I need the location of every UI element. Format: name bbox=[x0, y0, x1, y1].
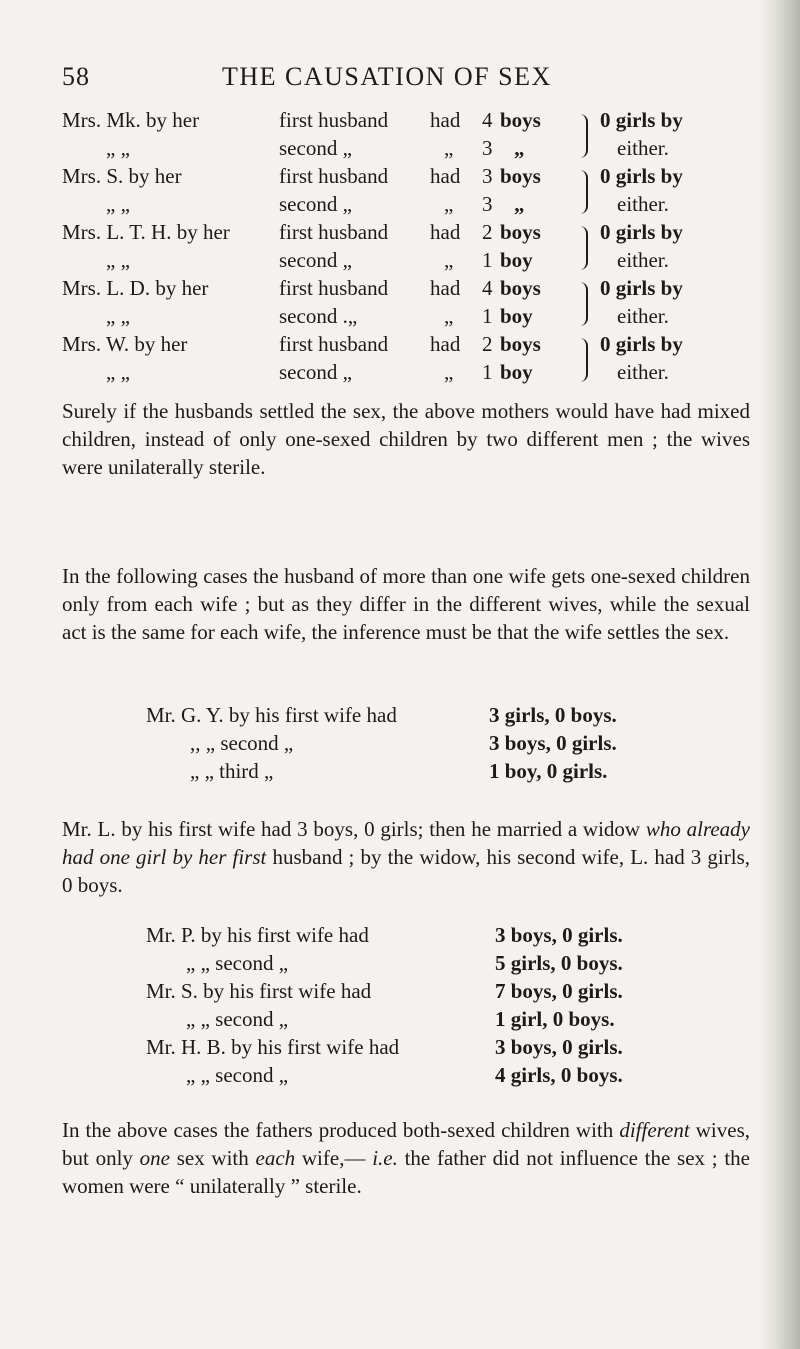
text-run: In the above cases the fathers produced both-sexed children with bbox=[62, 1118, 620, 1142]
text-run: wife,— bbox=[295, 1146, 373, 1170]
table-row bbox=[146, 759, 706, 787]
page-edge-shadow bbox=[758, 0, 800, 1349]
who-cell: „ „ bbox=[106, 248, 130, 272]
had-cell: „ bbox=[444, 360, 454, 384]
table-row bbox=[62, 220, 750, 248]
brace-3 bbox=[576, 226, 588, 270]
result-cell: 1 girl, 0 boys. bbox=[495, 1007, 615, 1031]
had-cell: had bbox=[430, 220, 461, 244]
husband-cell: second „ bbox=[279, 248, 352, 272]
kids-cell: boys bbox=[500, 276, 541, 300]
running-title: THE CAUSATION OF SEX bbox=[222, 62, 552, 91]
paragraph-text bbox=[62, 815, 750, 899]
husband-cell: second .„ bbox=[279, 304, 358, 328]
had-cell: had bbox=[430, 164, 461, 188]
mothers-table bbox=[62, 108, 750, 388]
who-cell: „ „ second „ bbox=[186, 1007, 289, 1031]
num-cell: 1 bbox=[482, 360, 493, 384]
kids-cell: boy bbox=[500, 304, 533, 328]
table-row bbox=[62, 192, 750, 220]
right-cell: either. bbox=[617, 304, 669, 328]
num-cell: 3 bbox=[482, 136, 493, 160]
text-italic: different bbox=[619, 1118, 690, 1142]
table-row bbox=[146, 1007, 736, 1035]
brace-5 bbox=[576, 338, 588, 382]
husband-cell: second „ bbox=[279, 192, 352, 216]
table-row bbox=[62, 276, 750, 304]
brace-2 bbox=[576, 170, 588, 214]
husband-table-1 bbox=[146, 703, 706, 787]
text-run: wives, but only bbox=[62, 1118, 750, 1170]
result-cell: 5 girls, 0 boys. bbox=[495, 951, 623, 975]
kids-cell: boys bbox=[500, 108, 541, 132]
table-row bbox=[146, 1063, 736, 1091]
text-italic: who already had one girl by her first bbox=[62, 817, 750, 869]
paragraph-text: In the following cases the husband of more than one wife gets one-sexed children only from each wife ; but as they differ in the different wives, while the sexual act is the same for each wife, the inference must be that the wife settles the sex. bbox=[62, 564, 750, 644]
paragraph-text bbox=[62, 1116, 750, 1200]
who-cell: Mrs. Mk. by her bbox=[62, 108, 200, 132]
table-row bbox=[62, 360, 750, 388]
text-italic: one bbox=[139, 1146, 170, 1170]
who-cell: „ „ second „ bbox=[186, 1063, 289, 1087]
husband-cell: first husband bbox=[279, 164, 389, 188]
num-cell: 2 bbox=[482, 220, 493, 244]
brace-4 bbox=[576, 282, 588, 326]
who-cell: Mr. G. Y. by his first wife had bbox=[146, 703, 397, 727]
kids-cell: boy bbox=[500, 360, 533, 384]
who-cell: „ „ bbox=[106, 136, 130, 160]
had-cell: had bbox=[430, 108, 461, 132]
right-cell: either. bbox=[617, 360, 669, 384]
husband-cell: second „ bbox=[279, 136, 352, 160]
table-row bbox=[146, 951, 736, 979]
who-cell: Mr. S. by his first wife had bbox=[146, 979, 372, 1003]
who-cell: Mrs. W. by her bbox=[62, 332, 188, 356]
result-cell: 3 boys, 0 girls. bbox=[495, 923, 623, 947]
kids-cell: boys bbox=[500, 164, 541, 188]
husband-cell: first husband bbox=[279, 332, 389, 356]
who-cell: „ „ third „ bbox=[190, 759, 274, 783]
husband-cell: first husband bbox=[279, 220, 389, 244]
kids-cell: „ bbox=[514, 192, 525, 216]
who-cell: ,, „ second „ bbox=[190, 731, 294, 755]
right-cell: 0 girls by bbox=[600, 108, 683, 132]
right-cell: 0 girls by bbox=[600, 220, 683, 244]
who-cell: „ „ second „ bbox=[186, 951, 289, 975]
table-row bbox=[146, 731, 706, 759]
result-cell: 3 boys, 0 girls. bbox=[489, 731, 617, 755]
result-cell: 4 girls, 0 boys. bbox=[495, 1063, 623, 1087]
result-cell: 3 girls, 0 boys. bbox=[489, 703, 617, 727]
kids-cell: boys bbox=[500, 332, 541, 356]
right-cell: 0 girls by bbox=[600, 276, 683, 300]
table-row bbox=[62, 304, 750, 332]
husband-cell: first husband bbox=[279, 108, 389, 132]
had-cell: „ bbox=[444, 248, 454, 272]
had-cell: „ bbox=[444, 136, 454, 160]
kids-cell: „ bbox=[514, 136, 525, 160]
table-row bbox=[62, 136, 750, 164]
had-cell: had bbox=[430, 276, 461, 300]
paragraph-3 bbox=[62, 815, 750, 899]
who-cell: „ „ bbox=[106, 192, 130, 216]
table-row bbox=[62, 108, 750, 136]
table-row bbox=[62, 248, 750, 276]
kids-cell: boy bbox=[500, 248, 533, 272]
table-row bbox=[62, 164, 750, 192]
text-italic: i.e. bbox=[372, 1146, 398, 1170]
paragraph-4 bbox=[62, 1116, 750, 1200]
table-row bbox=[146, 979, 736, 1007]
brace-1 bbox=[576, 114, 588, 158]
result-cell: 1 boy, 0 girls. bbox=[489, 759, 608, 783]
running-header bbox=[62, 62, 750, 92]
num-cell: 2 bbox=[482, 332, 493, 356]
who-cell: Mrs. L. T. H. by her bbox=[62, 220, 230, 244]
right-cell: either. bbox=[617, 248, 669, 272]
paragraph-2 bbox=[62, 562, 750, 646]
right-cell: 0 girls by bbox=[600, 332, 683, 356]
husband-cell: first husband bbox=[279, 276, 389, 300]
had-cell: „ bbox=[444, 304, 454, 328]
page-number: 58 bbox=[62, 62, 90, 91]
text-run: Mr. L. by his first wife had 3 boys, 0 girls; then he married a widow bbox=[62, 817, 646, 841]
paragraph-text: Surely if the husbands settled the sex, the above mothers would have had mixed children, instead of only one-sexed children by two different men ; the wives were unilaterally sterile. bbox=[62, 399, 750, 479]
num-cell: 3 bbox=[482, 192, 493, 216]
num-cell: 4 bbox=[482, 108, 493, 132]
num-cell: 1 bbox=[482, 304, 493, 328]
num-cell: 1 bbox=[482, 248, 493, 272]
text-italic: each bbox=[255, 1146, 296, 1170]
num-cell: 3 bbox=[482, 164, 493, 188]
who-cell: Mr. P. by his first wife had bbox=[146, 923, 369, 947]
who-cell: „ „ bbox=[106, 304, 130, 328]
table-row bbox=[146, 923, 736, 951]
result-cell: 3 boys, 0 girls. bbox=[495, 1035, 623, 1059]
husband-table-2 bbox=[146, 923, 736, 1091]
right-cell: either. bbox=[617, 136, 669, 160]
text-run: the father did not influence the sex ; the women were “ unilaterally ” sterile. bbox=[62, 1146, 750, 1198]
table-row bbox=[62, 332, 750, 360]
table-row bbox=[146, 1035, 736, 1063]
had-cell: had bbox=[430, 332, 461, 356]
who-cell: „ „ bbox=[106, 360, 130, 384]
text-run: husband ; by the widow, his second wife, L. had 3 girls, 0 boys. bbox=[62, 845, 750, 897]
paragraph-1 bbox=[62, 397, 750, 481]
text-run: sex with bbox=[169, 1146, 256, 1170]
who-cell: Mrs. L. D. by her bbox=[62, 276, 209, 300]
num-cell: 4 bbox=[482, 276, 493, 300]
husband-cell: second „ bbox=[279, 360, 352, 384]
right-cell: either. bbox=[617, 192, 669, 216]
kids-cell: boys bbox=[500, 220, 541, 244]
table-row bbox=[146, 703, 706, 731]
who-cell: Mrs. S. by her bbox=[62, 164, 182, 188]
who-cell: Mr. H. B. by his first wife had bbox=[146, 1035, 400, 1059]
result-cell: 7 boys, 0 girls. bbox=[495, 979, 623, 1003]
had-cell: „ bbox=[444, 192, 454, 216]
right-cell: 0 girls by bbox=[600, 164, 683, 188]
